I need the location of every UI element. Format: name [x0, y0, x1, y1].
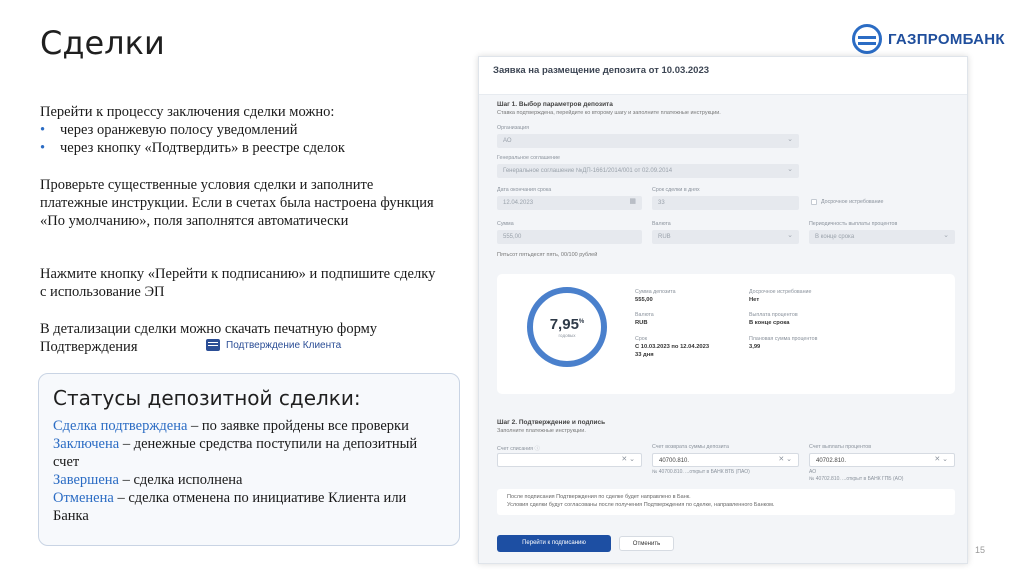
planned-summary-value: 3,99	[749, 344, 761, 350]
agreement-value: Генеральное соглашение №ДП-1661/2014/001 от 02.09.2014	[503, 168, 673, 174]
form-title: Заявка на размещение депозита от 10.03.2023	[479, 57, 967, 95]
document-icon	[206, 339, 220, 351]
return-select[interactable]	[652, 453, 799, 467]
currency-value: RUB	[658, 234, 671, 240]
calendar-icon: ▦	[629, 198, 636, 205]
term-value: 33	[658, 200, 665, 206]
deposit-sum-label: Сумма депозита	[635, 289, 676, 295]
status-item	[53, 471, 445, 489]
details-text: В детализации сделки можно скачать печатную форму Подтверждения	[40, 321, 378, 355]
gazprombank-logo-icon	[852, 24, 882, 54]
status-item	[53, 435, 445, 471]
return-value: 40700.810.	[659, 458, 690, 464]
interest-label: Счет выплаты процентов	[809, 444, 872, 450]
status-term: Завершена	[53, 472, 119, 488]
payout-summary-label: Выплата процентов	[749, 312, 798, 318]
slide-title: Сделки	[40, 24, 165, 62]
statuses-title: Статусы депозитной сделки:	[53, 386, 361, 410]
cancel-button[interactable]: Отменить	[619, 536, 674, 551]
step2-title: Шаг 2. Подтверждение и подпись	[497, 419, 606, 426]
amount-value: 555,00	[503, 234, 522, 240]
bullet-item: • через оранжевую полосу уведомлений	[40, 121, 440, 139]
status-desc: – денежные средства поступили на депозитный счет	[53, 436, 418, 470]
status-item	[53, 489, 445, 525]
amount-input[interactable]	[497, 230, 642, 244]
info-line-1: После подписания Подтверждения по сделке будет направлено в Банк.	[507, 494, 691, 500]
interest-value: 40702.810.	[816, 458, 847, 464]
step2-subtitle: Заполните платежные инструкции.	[497, 428, 586, 434]
term-days: 33 дня	[635, 352, 654, 358]
payout-summary-value: В конце срока	[749, 320, 790, 326]
currency-label: Валюта	[652, 221, 671, 227]
sign-button[interactable]: Перейти к подписанию	[497, 535, 611, 552]
debit-select[interactable]	[497, 453, 642, 467]
early-summary-value: Нет	[749, 297, 760, 303]
chevron-down-icon: ⌄	[787, 166, 793, 173]
status-desc: – по заявке пройдены все проверки	[187, 418, 409, 434]
planned-summary-label: Плановая сумма процентов	[749, 336, 818, 342]
logo-text: ГАЗПРОМБАНК	[888, 30, 1005, 48]
statuses-box	[38, 373, 460, 546]
interest-select[interactable]	[809, 453, 955, 467]
rate-label: годовых	[558, 333, 576, 338]
form-body	[479, 95, 967, 563]
info-icon: ⓘ	[534, 446, 540, 452]
chevron-down-icon: ✕ ⌄	[778, 456, 792, 463]
deposit-form-screenshot	[478, 56, 968, 564]
deposit-sum-value: 555,00	[635, 297, 653, 303]
status-term: Отменена	[53, 490, 114, 506]
intro-bullets	[40, 121, 440, 157]
status-desc: – сделка исполнена	[118, 472, 243, 488]
page-number: 15	[975, 545, 986, 555]
interest-note-2: № 40702.810. ...открыт в БАНК ГПБ (АО)	[809, 476, 904, 482]
currency-summary-value: RUB	[635, 320, 648, 326]
amount-words: Пятьсот пятьдесят пять, 00/100 рублей	[497, 252, 598, 258]
confirmation-link-label[interactable]: Подтверждение Клиента	[226, 339, 342, 351]
info-box	[497, 489, 955, 515]
return-label: Счет возврата суммы депозита	[652, 444, 729, 450]
rate-value: 7,95%	[549, 316, 585, 333]
info-line-2: Условия сделки будут согласованы после получения Подтверждения по сделке, направленного Банком.	[507, 502, 775, 508]
gazprombank-logo	[852, 24, 1005, 54]
amount-label: Сумма	[497, 221, 514, 227]
return-note: № 40700.810. ...открыт в БАНК ВТБ (ПАО)	[652, 469, 750, 475]
rate-ring	[527, 287, 607, 367]
chevron-down-icon: ✕ ⌄	[934, 456, 948, 463]
chevron-down-icon: ⌄	[787, 232, 793, 239]
currency-select[interactable]	[652, 230, 799, 244]
agreement-label: Генеральное соглашение	[497, 155, 560, 161]
end-date-label: Дата окончания срока	[497, 187, 552, 193]
currency-summary-label: Валюта	[635, 312, 654, 318]
org-label: Организация	[497, 125, 529, 131]
interest-note-1: АО	[809, 469, 817, 475]
end-date-input[interactable]	[497, 196, 642, 210]
chevron-down-icon: ⌄	[943, 232, 949, 239]
status-term: Сделка подтверждена	[53, 418, 188, 434]
check-conditions-text: Проверьте существенные условия сделки и заполните платежные инструкции. Если в счетах была настроена функция «По умолчанию», поля заполнятся автоматически	[40, 177, 434, 229]
chevron-down-icon: ✕ ⌄	[621, 456, 635, 463]
payout-select[interactable]	[809, 230, 955, 244]
payout-value: В конце срока	[815, 234, 855, 240]
chevron-down-icon: ⌄	[787, 136, 793, 143]
step1-subtitle: Ставка подтверждена, перейдите ко второму шагу и заполните платежные инструкции.	[497, 110, 721, 116]
term-input[interactable]	[652, 196, 799, 210]
debit-label: Счет списания ⓘ	[497, 446, 540, 452]
payout-label: Периодичность выплаты процентов	[809, 221, 898, 227]
early-summary-label: Досрочное истребование	[749, 289, 812, 295]
bullet-item: • через кнопку «Подтвердить» в реестре сделок	[40, 139, 440, 157]
org-value: АО	[503, 138, 512, 144]
status-item	[53, 417, 445, 435]
early-label: Досрочное истребование	[821, 199, 884, 205]
term-summary-label: Срок	[635, 336, 648, 342]
agreement-select[interactable]	[497, 164, 799, 178]
sign-text: Нажмите кнопку «Перейти к подписанию» и подпишите сделку с использование ЭП	[40, 266, 436, 300]
confirmation-link[interactable]	[206, 339, 341, 351]
early-checkbox[interactable]	[811, 199, 817, 205]
org-select[interactable]	[497, 134, 799, 148]
step1-title: Шаг 1. Выбор параметров депозита	[497, 101, 613, 108]
term-label: Срок сделки в днях	[652, 187, 700, 193]
status-desc: – сделка отменена по инициативе Клиента или Банка	[53, 490, 407, 524]
status-term: Заключена	[53, 436, 120, 452]
intro-line: Перейти к процессу заключения сделки можно:	[40, 104, 335, 120]
intro-block	[40, 103, 440, 157]
summary-card	[497, 274, 955, 394]
term-summary-value: С 10.03.2023 по 12.04.2023	[635, 344, 710, 350]
end-date-value: 12.04.2023	[503, 200, 534, 206]
